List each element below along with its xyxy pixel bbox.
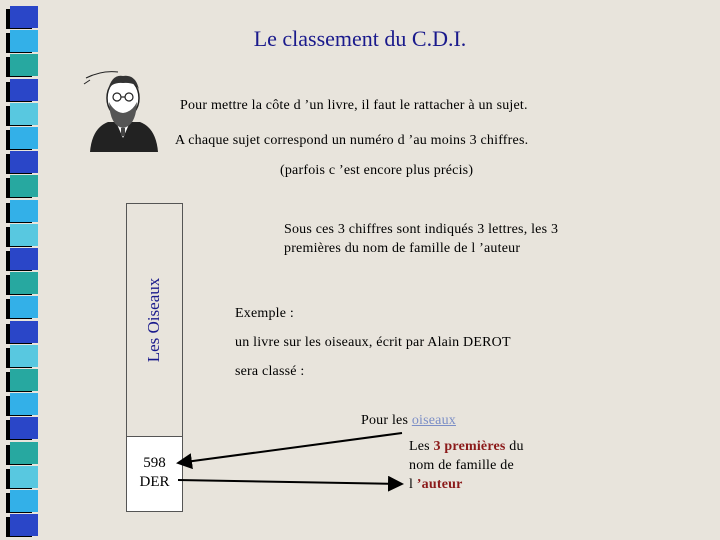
explanation-line-2: premières du nom de famille de l ’auteur [284, 241, 521, 256]
example-text: un livre sur les oiseaux, écrit par Alain DEROT [235, 335, 511, 350]
author-letters: DER [139, 474, 170, 490]
legend-line3-prefix: l [409, 477, 417, 492]
example-result: sera classé : [235, 364, 305, 379]
arrow-to-letters-icon [178, 480, 402, 484]
legend-letters-suffix: du [505, 439, 524, 454]
example-label: Exemple : [235, 306, 294, 321]
intro-line-2: A chaque sujet correspond un numéro d ’au moins 3 chiffres. [175, 133, 529, 148]
legend-letters-prefix: Les [409, 439, 434, 454]
arrow-to-number-icon [178, 433, 402, 463]
legend-line3-highlight: ’auteur [416, 477, 463, 492]
call-number: 598 [143, 455, 166, 471]
spine-title: Les Oiseaux [144, 277, 163, 363]
intro-line-1: Pour mettre la côte d ’un livre, il faut le rattacher à un sujet. [180, 98, 528, 113]
legend-letters-highlight: 3 premières [433, 439, 506, 454]
legend-subject-word: oiseaux [411, 413, 456, 428]
page-title: Le classement du C.D.I. [253, 26, 467, 51]
legend-letters-line-2: nom de famille de [409, 458, 514, 473]
legend-subject-prefix: Pour les [361, 413, 412, 428]
intro-line-3: (parfois c ’est encore plus précis) [280, 163, 474, 178]
explanation-line-1: Sous ces 3 chiffres sont indiqués 3 lettres, les 3 [284, 222, 559, 237]
